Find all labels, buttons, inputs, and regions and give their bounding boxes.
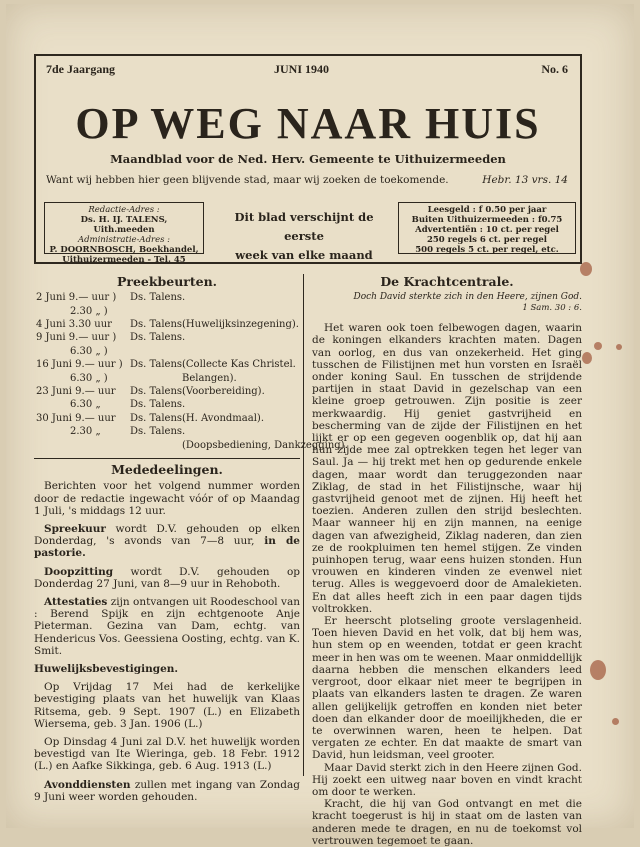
admin-address: Uithuizermeeden - Tel. 45 xyxy=(62,255,186,265)
quote-text: Doch David sterkte zich in den Heere, zijnen God. xyxy=(353,292,582,303)
newsletter-title: OP WEG NAAR HUIS xyxy=(75,99,541,148)
publication-note-line-2: week van elke maand xyxy=(235,248,373,262)
leesgeld-line-1: Leesgeld : f 0.50 per jaar xyxy=(427,205,547,215)
notice-attestaties-text: zijn ontvangen uit Roodeschool van : Berend Spijk en zijn echtgenoote Anje Pieterman. Gezina van Dam, echtg. van Hendericus Vos. Geessiena Oosting, echtg. van K. Smit. xyxy=(34,596,300,657)
schedule-row xyxy=(36,346,300,358)
schedule-date: 6.30 „ ) xyxy=(70,345,108,357)
article-paragraph-3: Maar David sterkt zich in den Heere zijnen God. Hij zoekt een uitweg naar boven en vindt kracht om door te werken. xyxy=(312,761,582,798)
schedule-date: 9 Juni 9.— uur ) xyxy=(36,332,117,344)
notice-spreekuur xyxy=(34,523,300,560)
notice-attestaties-title: Attestaties xyxy=(44,596,108,609)
schedule-row xyxy=(36,292,300,304)
newsletter-subtitle: Maandblad voor de Ned. Herv. Gemeente te Uithuizermeeden xyxy=(110,152,506,166)
notice-spreekuur-title: Spreekuur xyxy=(44,523,106,536)
pricing-box xyxy=(398,202,576,254)
schedule-preacher: Ds. Talens. xyxy=(130,292,186,304)
stain-mark xyxy=(616,344,622,350)
advert-line-1: Advertentiën : 10 ct. per regel xyxy=(415,225,559,235)
schedule-row xyxy=(36,373,300,385)
quote-reference: 1 Sam. 30 : 6. xyxy=(522,303,582,314)
schedule-date: 2 Juni 9.— uur ) xyxy=(36,292,117,304)
notice-huwelijk-heading xyxy=(34,663,300,675)
notice-avonddiensten-title: Avonddiensten xyxy=(44,778,131,791)
redactie-label: Redactie-Adres : xyxy=(88,205,160,215)
schedule-row xyxy=(36,319,300,331)
notice-doopzitting xyxy=(34,566,300,590)
publication-note-line-1: Dit blad verschijnt de eerste xyxy=(234,210,374,243)
schedule-preacher: Ds. Talens. xyxy=(130,386,186,397)
schedule-row xyxy=(36,413,300,425)
masthead-topline xyxy=(44,62,572,76)
stain-mark xyxy=(580,262,592,276)
schedule-preacher: Ds. Talens. xyxy=(130,332,186,344)
schedule-row xyxy=(36,332,300,344)
newsletter-page xyxy=(6,4,634,847)
schedule-note: (H. Avondmaal). xyxy=(182,412,264,424)
motto xyxy=(46,174,570,186)
schedule-preacher: Ds. Talens. xyxy=(130,426,186,438)
schedule-row xyxy=(36,306,300,318)
preekbeurten-heading: Preekbeurten. xyxy=(116,274,218,289)
admin-name: P. DOORNBOSCH, Boekhandel, xyxy=(49,245,199,255)
schedule-date: 16 Juni 9.— uur ) xyxy=(36,359,123,371)
schedule-date: 2.30 „ ) xyxy=(70,305,108,317)
stain-mark xyxy=(590,660,606,680)
volume-label: 7de Jaargang xyxy=(46,62,115,76)
article-quote xyxy=(312,292,582,314)
motto-reference: Hebr. 13 vrs. 14 xyxy=(482,174,568,186)
schedule-row xyxy=(36,359,300,371)
publication-note xyxy=(214,208,394,265)
address-box xyxy=(44,202,204,265)
masthead xyxy=(34,54,582,264)
schedule-date: 30 Juni 9.— uur xyxy=(36,412,116,424)
notice-spreekuur-text: wordt D.V. gehouden op elken Donderdag, 's avonds van 7—8 uur, xyxy=(34,523,300,548)
stain-mark xyxy=(594,342,602,350)
article-paragraph-2: Er heerscht plotseling groote verslagenheid. Toen hieven David en het volk, dat bij hem was, hun stem op en weenden, totdat er geen kracht meer in hen was om te weenen. Maar onmiddellijk daarna hebben die menschen elkanders leed vergroot, door elkaar niet meer te begrijpen in plaats van elkanders lasten te dragen. Ze waren allen gelijkelijk getroffen en konden niet beter doen dan elkander door de moeilijkheden, die er te overwinnen waren, heen te helpen. Dat vergaten ze echter. En dat maakte de smart van David, hun leidsman, veel grooter. xyxy=(312,615,582,762)
stain-mark xyxy=(612,718,619,725)
schedule-date: 4 Juni 3.30 uur xyxy=(36,319,112,330)
mededeelingen-heading: Mededeelingen. xyxy=(111,462,223,478)
schedule-note: (Huwelijksinzegening). xyxy=(182,319,299,330)
article-heading: De Krachtcentrale. xyxy=(380,274,514,289)
left-column xyxy=(34,274,348,809)
issue-date: JUNI 1940 xyxy=(274,62,330,76)
notice-huwelijk-1: Op Vrijdag 17 Mei had de kerkelijke bevestiging plaats van het huwelijk van Klaas Ritsema, geb. 9 Sept. 1907 (L.) en Elizabeth Wiersema, geb. 3 Jan. 1906 (L.) xyxy=(34,681,300,730)
advert-line-2: 250 regels 6 ct. per regel xyxy=(426,235,548,245)
schedule-date: 6.30 „ xyxy=(70,399,101,411)
notice-huwelijk-2: Op Dinsdag 4 Juni zal D.V. het huwelijk worden bevestigd van Ite Wieringa, geb. 18 Febr. 1912 (L.) en Aafke Sikkinga, geb. 6 Aug. 1913 (L.) xyxy=(34,736,300,773)
notice-deadline: Berichten voor het volgend nummer worden door de redactie ingewacht vóór of op Maandag 1 Juli, 's middags 12 uur. xyxy=(34,480,300,517)
schedule-preacher: Ds. Talens. xyxy=(130,319,186,330)
schedule-note: Belangen). xyxy=(182,372,237,384)
schedule-date: 23 Juni 9.— uur xyxy=(36,386,116,397)
schedule-preacher: (Doopsbediening, Dankzegging). xyxy=(182,439,348,451)
section-divider xyxy=(34,458,300,459)
column-divider xyxy=(303,274,304,776)
schedule-row xyxy=(36,439,348,452)
schedule-row xyxy=(36,386,300,398)
schedule-date: 2.30 „ xyxy=(70,426,101,438)
redactie-name: Ds. H. IJ. TALENS, Uith.meeden xyxy=(80,215,168,235)
schedule-preacher: Ds. Talens. xyxy=(130,412,186,424)
article-paragraph-1: Het waren ook toen felbewogen dagen, waarin de koningen elkanders krachten maten. Dagen van oorlog, en dus van onzekerheid. Het ging tusschen de Filistijnen met hun vorsten en Israël onder koning Saul. En tusschen de strijdende partijen in staat David in gezelschap van een kleine groep getrouwen. Zijn positie is zeer merkwaardig. Hij geniet gastvrijheid en bescherming van de zijde der Filistijnen en het lijkt er op een gegeven oogenblik op, dat hij aan hun zijde mee zal optrekken tegen het leger van Saul. Ja — hij trekt met hen op gedurende enkele dagen, maar wordt dan teruggezonden naar Ziklag, de stad in het Filistijnsche, waar hij gastvrijheid genoot met de zijnen. Hij heeft het toezien. Anderen zullen den strijd beslechten. Maar wanneer hij en zijn mannen, na eenige dagen van afwezigheid, Ziklag naderen, dan zien ze de rookpluimen ten hemel stijgen. Ze vinden puinhopen terug, waar eens huizen stonden. Hun vrouwen en kinderen vinden ze evenwel niet terug. Alles is weggevoerd door de Amalekieten. En dat alles heeft zich in een paar dagen tijds voltrokken. xyxy=(312,322,582,615)
schedule-row xyxy=(36,426,300,438)
right-column xyxy=(312,276,582,847)
notice-avonddiensten xyxy=(34,779,300,803)
notice-huwelijk-title: Huwelijksbevestigingen. xyxy=(34,663,179,676)
notice-spreekuur-place: in de pastorie. xyxy=(34,535,300,560)
issue-number: No. 6 xyxy=(541,62,568,76)
schedule-preacher: Ds. Talens. xyxy=(130,359,186,371)
leesgeld-line-2: Buiten Uithuizermeeden : f0.75 xyxy=(411,215,563,225)
advert-line-3: 500 regels 5 ct. per regel, etc. xyxy=(415,245,559,255)
schedule-row xyxy=(36,399,300,411)
article-paragraph-4: Kracht, die hij van God ontvangt en met die kracht toegerust is hij in staat om de lasten van anderen mede te dragen, en nu de toekomst vol vertrouwen tegemoet te gaan. xyxy=(312,798,582,847)
schedule-note: (Collecte Kas Christel. xyxy=(182,359,296,371)
schedule-date: 6.30 „ ) xyxy=(70,372,108,384)
notice-doopzitting-text: wordt D.V. gehouden op Donderdag 27 Juni, van 8—9 uur in Rehoboth. xyxy=(34,565,300,590)
notice-doopzitting-title: Doopzitting xyxy=(44,565,114,578)
stain-mark xyxy=(582,352,592,364)
notice-avonddiensten-text: zullen met ingang van Zondag 9 Juni weer worden gehouden. xyxy=(34,778,300,803)
notice-attestaties xyxy=(34,596,300,657)
admin-label: Administratie-Adres : xyxy=(77,235,171,245)
motto-text: Want wij hebben hier geen blijvende stad, maar wij zoeken de toekomende. xyxy=(46,174,449,186)
preekbeurten-schedule xyxy=(36,292,348,456)
schedule-note: (Voorbereiding). xyxy=(182,386,265,397)
schedule-preacher: Ds. Talens. xyxy=(130,399,186,411)
